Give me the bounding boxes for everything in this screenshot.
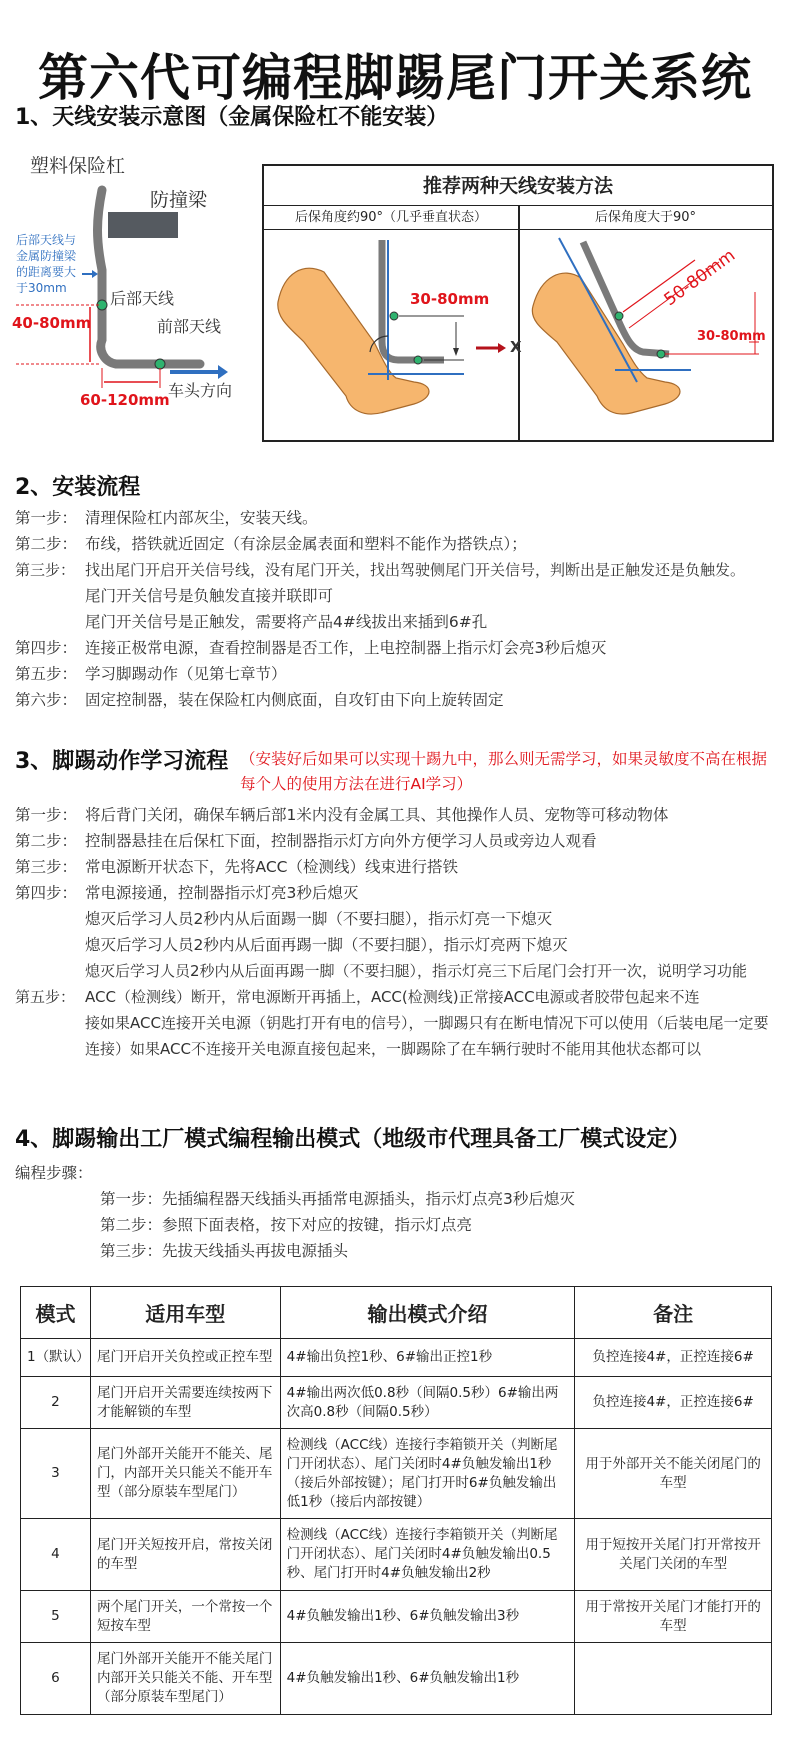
cell-output: 4#输出负控1秒、6#输出正控1秒 [280, 1339, 575, 1377]
rear-antenna-label: 后部天线 [110, 289, 175, 308]
direction-label: 车头方向 [168, 381, 233, 400]
learn-step-5 [15, 984, 780, 1010]
learn-step-4-sub-3: 熄灭后学习人员2秒内从后面再踢一脚（不要扫腿），指示灯亮三下后尾门会打开一次，说明学习功能 [85, 962, 748, 980]
panel-left-header: 后保角度约90°（几乎垂直状态） [264, 206, 518, 230]
install-step-4-text: 连接正极常电源，查看控制器是否工作，上电控制器上指示灯会亮3秒后熄灭 [85, 639, 607, 657]
bumper-label: 塑料保险杠 [30, 155, 126, 177]
install-step-3 [15, 557, 780, 583]
install-step-5 [15, 661, 780, 687]
cell-car: 两个尾门开关，一个常按一个短按车型 [90, 1591, 280, 1643]
install-step-6-label: 第六步： [15, 691, 78, 709]
cell-note: 用于外部开关不能关闭尾门的车型 [575, 1429, 772, 1519]
section4-heading: 4、脚踢输出工厂模式编程输出模式（地级市代理具备工厂模式设定） [15, 1127, 691, 1152]
install-step-5-text: 学习脚踢动作（见第七章节） [85, 665, 287, 683]
cell-note: 负控连接4#，正控连接6# [575, 1377, 772, 1429]
cell-mode: 6 [21, 1643, 91, 1715]
table-row [21, 1643, 772, 1715]
learn-step-5-cont: 接如果ACC连接开关电源（钥匙打开有电的信号），一脚踢只有在断电情况下可以使用（后装电尾一定要连接）如果ACC不连接开关电源直接包起来，一脚踢除了在车辆行驶时不能用其他状态都可以 [85, 1014, 769, 1058]
cell-output: 4#输出两次低0.8秒（间隔0.5秒）6#输出两次高0.8秒（间隔0.5秒） [280, 1377, 575, 1429]
cell-car: 尾门开关短按开启，常按关闭的车型 [90, 1519, 280, 1591]
cell-output: 4#负触发输出1秒、6#负触发输出3秒 [280, 1591, 575, 1643]
section2-heading: 2、安装流程 [15, 475, 141, 500]
learn-step-4-label: 第四步： [15, 884, 78, 902]
front-antenna-dot [155, 359, 165, 369]
section1-heading: 1、天线安装示意图（金属保险杠不能安装） [15, 105, 449, 130]
install-step-6-text: 固定控制器，装在保险杠内侧底面，自攻钉由下向上旋转固定 [85, 691, 504, 709]
header-mode: 模式 [21, 1287, 91, 1339]
left-install-illustration [264, 232, 518, 440]
cell-mode: 2 [21, 1377, 91, 1429]
cell-mode: 1（默认） [21, 1339, 91, 1377]
beam-block [108, 212, 178, 238]
install-step-5-label: 第五步： [15, 665, 78, 683]
learn-step-5-label: 第五步： [15, 988, 76, 1006]
learn-step-2 [15, 828, 780, 854]
right-dim2-label: 30-80mm [697, 329, 766, 344]
table-row [21, 1339, 772, 1377]
install-step-3-sub-1: 尾门开关信号是负触发直接并联即可 [85, 587, 334, 605]
svg-text:后部天线与 金属防撞梁 的距离要大: 后部天线与 金属防撞梁 的距离要大 于30mm [16, 233, 77, 295]
table-row [21, 1429, 772, 1519]
install-step-3-text: 找出尾门开启开关信号线，没有尾门开关，找出驾驶侧尾门开关信号，判断出是正触发还是负触发。 [85, 561, 746, 579]
right-dim1-label: 50-80mm [660, 245, 740, 311]
section3-heading: 3、脚踢动作学习流程 [15, 749, 229, 774]
left-leg [278, 268, 429, 414]
prog-step-3: 第三步：先拔天线插头再拔电源插头 [100, 1242, 349, 1260]
install-step-2-text: 布线，搭铁就近固定（有涂层金属表面和塑料不能作为搭铁点）； [85, 535, 527, 553]
cell-car: 尾门开启开关需要连续按两下才能解锁的车型 [90, 1377, 280, 1429]
dim-vertical-label: 40-80mm [12, 314, 92, 332]
prog-label: 编程步骤： [15, 1164, 93, 1182]
install-step-3-label: 第三步： [15, 561, 76, 579]
left-antenna-bottom [414, 356, 422, 364]
learn-step-2-text: 控制器悬挂在后保杠下面，控制器指示灯方向外方便学习人员或旁边人观看 [85, 832, 597, 850]
learn-step-4-sub-2: 熄灭后学习人员2秒内从后面再踢一脚（不要扫腿），指示灯亮两下熄灭 [85, 936, 568, 954]
install-step-2 [15, 531, 780, 557]
table-row [21, 1377, 772, 1429]
section3-note: （安装好后如果可以实现十踢九中，那么则无需学习，如果灵敏度不高在根据每个人的使用方法在进行AI学习） [240, 750, 768, 793]
antenna-install-diagram [10, 150, 260, 440]
install-step-3-sub-2: 尾门开关信号是正触发，需要将产品4#线拔出来插到6#孔 [85, 613, 488, 631]
right-antenna-top [615, 312, 623, 320]
learn-step-3 [15, 854, 780, 880]
beam-label: 防撞梁 [150, 189, 208, 211]
front-antenna-label: 前部天线 [157, 317, 222, 336]
header-output: 输出模式介绍 [280, 1287, 575, 1339]
prog-step-2: 第二步：参照下面表格，按下对应的按键，指示灯点亮 [100, 1216, 473, 1234]
cell-mode: 3 [21, 1429, 91, 1519]
learn-step-2-label: 第二步： [15, 832, 78, 850]
panel-right-header: 后保角度大于90° [519, 206, 772, 230]
table-row [21, 1519, 772, 1591]
cell-car: 尾门开启开关负控或正控车型 [90, 1339, 280, 1377]
install-step-2-label: 第二步： [15, 535, 78, 553]
learn-step-1-label: 第一步： [15, 806, 78, 824]
right-antenna-bottom [657, 350, 665, 358]
cell-mode: 4 [21, 1519, 91, 1591]
recommend-panel [262, 164, 774, 442]
learn-step-3-text: 常电源断开状态下，先将ACC（检测线）线束进行搭铁 [85, 858, 458, 876]
cell-car: 尾门外部开关能开不能关尾门内部开关只能关不能、开车型（部分原装车型尾门） [90, 1643, 280, 1715]
install-step-1-text: 清理保险杠内部灰尘，安装天线。 [85, 509, 318, 527]
cell-output: 4#负触发输出1秒、6#负触发输出1秒 [280, 1643, 575, 1715]
page-title: 第六代可编程脚踢尾门开关系统 [38, 49, 752, 107]
header-car: 适用车型 [90, 1287, 280, 1339]
learn-step-3-label: 第三步： [15, 858, 78, 876]
table-row [21, 1591, 772, 1643]
prog-step-1: 第一步：先插编程器天线插头再插常电源插头，指示灯点亮3秒后熄灭 [100, 1190, 575, 1208]
table-header-row [21, 1287, 772, 1339]
output-mode-table [20, 1286, 772, 1715]
install-step-1 [15, 505, 780, 531]
cell-output: 检测线（ACC线）连接行李箱锁开关（判断尾门开闭状态）、尾门关闭时4#负触发输出1秒（接后外部按键）；尾门打开时6#负触发输出低1秒（接后内部按键） [280, 1429, 575, 1519]
cell-note: 负控连接4#，正控连接6# [575, 1339, 772, 1377]
left-antenna-top [390, 312, 398, 320]
cell-mode: 5 [21, 1591, 91, 1643]
install-step-1-label: 第一步： [15, 509, 78, 527]
right-install-illustration [519, 232, 772, 440]
cell-note [575, 1643, 772, 1715]
header-note: 备注 [575, 1287, 772, 1339]
learn-step-4-sub-1: 熄灭后学习人员2秒内从后面踢一脚（不要扫腿），指示灯亮一下熄灭 [85, 910, 553, 928]
panel-title: 推荐两种天线安装方法 [264, 166, 772, 206]
learn-step-4-text: 常电源接通，控制器指示灯亮3秒后熄灭 [85, 884, 359, 902]
learn-step-1 [15, 802, 780, 828]
cell-note: 用于短按开关尾门打开常按开关尾门关闭的车型 [575, 1519, 772, 1591]
x-label: X [510, 338, 522, 356]
left-dim-label: 30-80mm [410, 290, 490, 308]
learn-step-4 [15, 880, 780, 906]
cell-note: 用于常按开关尾门才能打开的车型 [575, 1591, 772, 1643]
cell-car: 尾门外部开关能开不能关、尾门，内部开关只能关不能开车型（部分原装车型尾门） [90, 1429, 280, 1519]
learn-step-1-text: 将后背门关闭，确保车辆后部1米内没有金属工具、其他操作人员、宠物等可移动物体 [85, 806, 669, 824]
install-step-6 [15, 687, 780, 713]
dim-horizontal-label: 60-120mm [80, 391, 170, 409]
install-step-4-label: 第四步： [15, 639, 78, 657]
install-step-4 [15, 635, 780, 661]
cell-output: 检测线（ACC线）连接行李箱锁开关（判断尾门开闭状态）、尾门关闭时4#负触发输出0.5秒、尾门打开时4#负触发输出2秒 [280, 1519, 575, 1591]
learn-step-5-text: ACC（检测线）断开，常电源断开再插上，ACC(检测线)正常接ACC电源或者胶带包起来不连 [85, 988, 700, 1006]
